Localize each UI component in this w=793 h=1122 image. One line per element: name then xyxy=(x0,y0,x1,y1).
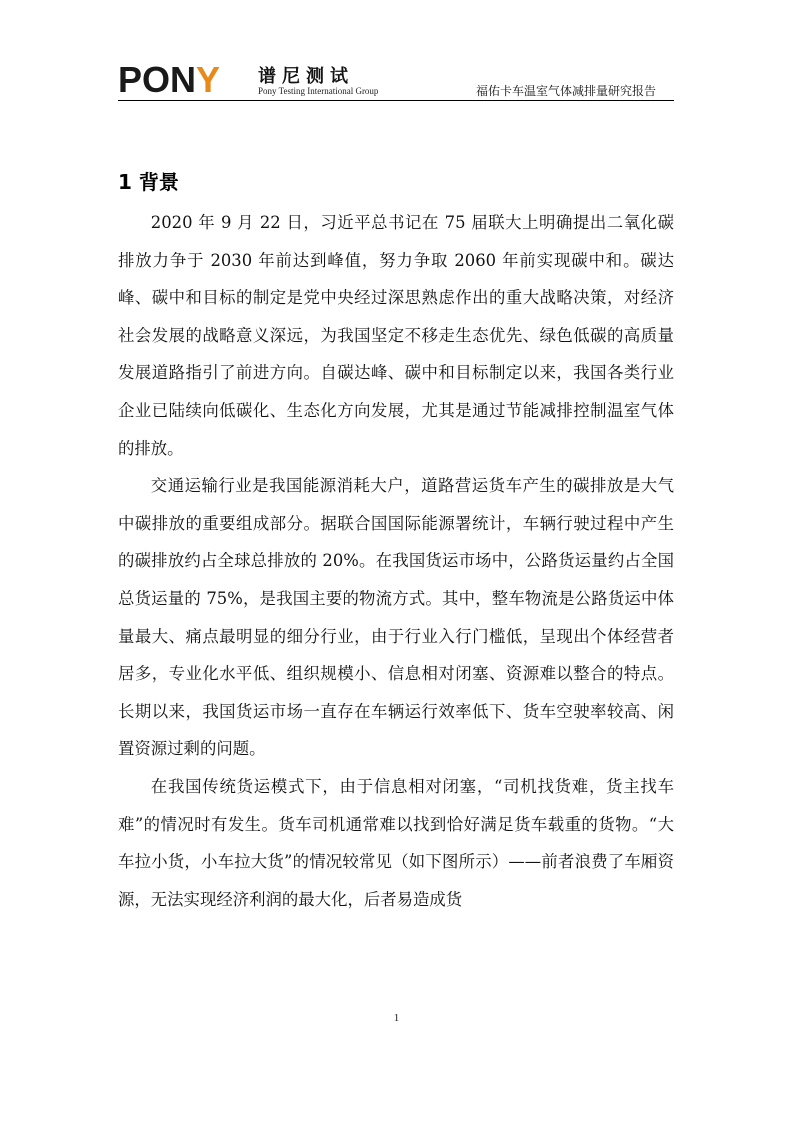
page-header xyxy=(118,60,674,102)
report-title: 福佑卡车温室气体减排量研究报告 xyxy=(475,84,656,98)
body-text xyxy=(118,204,674,918)
paragraph-1: 2020 年 9 月 22 日，习近平总书记在 75 届联大上明确提出二氧化碳排放力争于 2030 年前达到峰值，努力争取 2060 年前实现碳中和。碳达峰、碳中和目标的制定是党中央经过深思熟虑作出的重大战略决策，对经济社会发展的战略意义深远，为我国坚定不移走生态优先、绿色低碳的高质量发展道路指引了前进方向。自碳达峰、碳中和目标制定以来，我国各类行业企业已陆续向低碳化、生态化方向发展，尤其是通过节能减排控制温室气体的排放。 xyxy=(118,213,674,458)
section-title: 1 背景 xyxy=(118,170,179,194)
page-number: 1 xyxy=(393,1012,400,1024)
logo-english-name: Pony Testing International Group xyxy=(258,86,379,96)
paragraph-2: 交通运输行业是我国能源消耗大户，道路营运货车产生的碳排放是大气中碳排放的重要组成部分。据联合国国际能源署统计，车辆行驶过程中产生的碳排放约占全球总排放的 20%。在我国货运市场中，公路货运量约占全国总货运量的 75%，是我国主要的物流方式。其中，整车物流是公路货运中体量最大、痛点最明显的细分行业，由于行业入行门槛低，呈现出个体经营者居多，专业化水平低、组织规模小、信息相对闭塞、资源难以整合的特点。长期以来，我国货运市场一直存在车辆运行效率低下、货车空驶率较高、闲置资源过剩的问题。 xyxy=(118,476,674,759)
header-divider xyxy=(118,100,674,101)
paragraph-3: 在我国传统货运模式下，由于信息相对闭塞，“司机找货难，货主找车难”的情况时有发生。货车司机通常难以找到恰好满足货车载重的货物。“大车拉小货，小车拉大货”的情况较常见（如下图所示）——前者浪费了车厢资源，无法实现经济利润的最大化，后者易造成货 xyxy=(118,776,674,909)
logo-mark: PONY xyxy=(118,59,221,100)
logo-chinese-name: 谱尼测试 xyxy=(258,66,354,87)
